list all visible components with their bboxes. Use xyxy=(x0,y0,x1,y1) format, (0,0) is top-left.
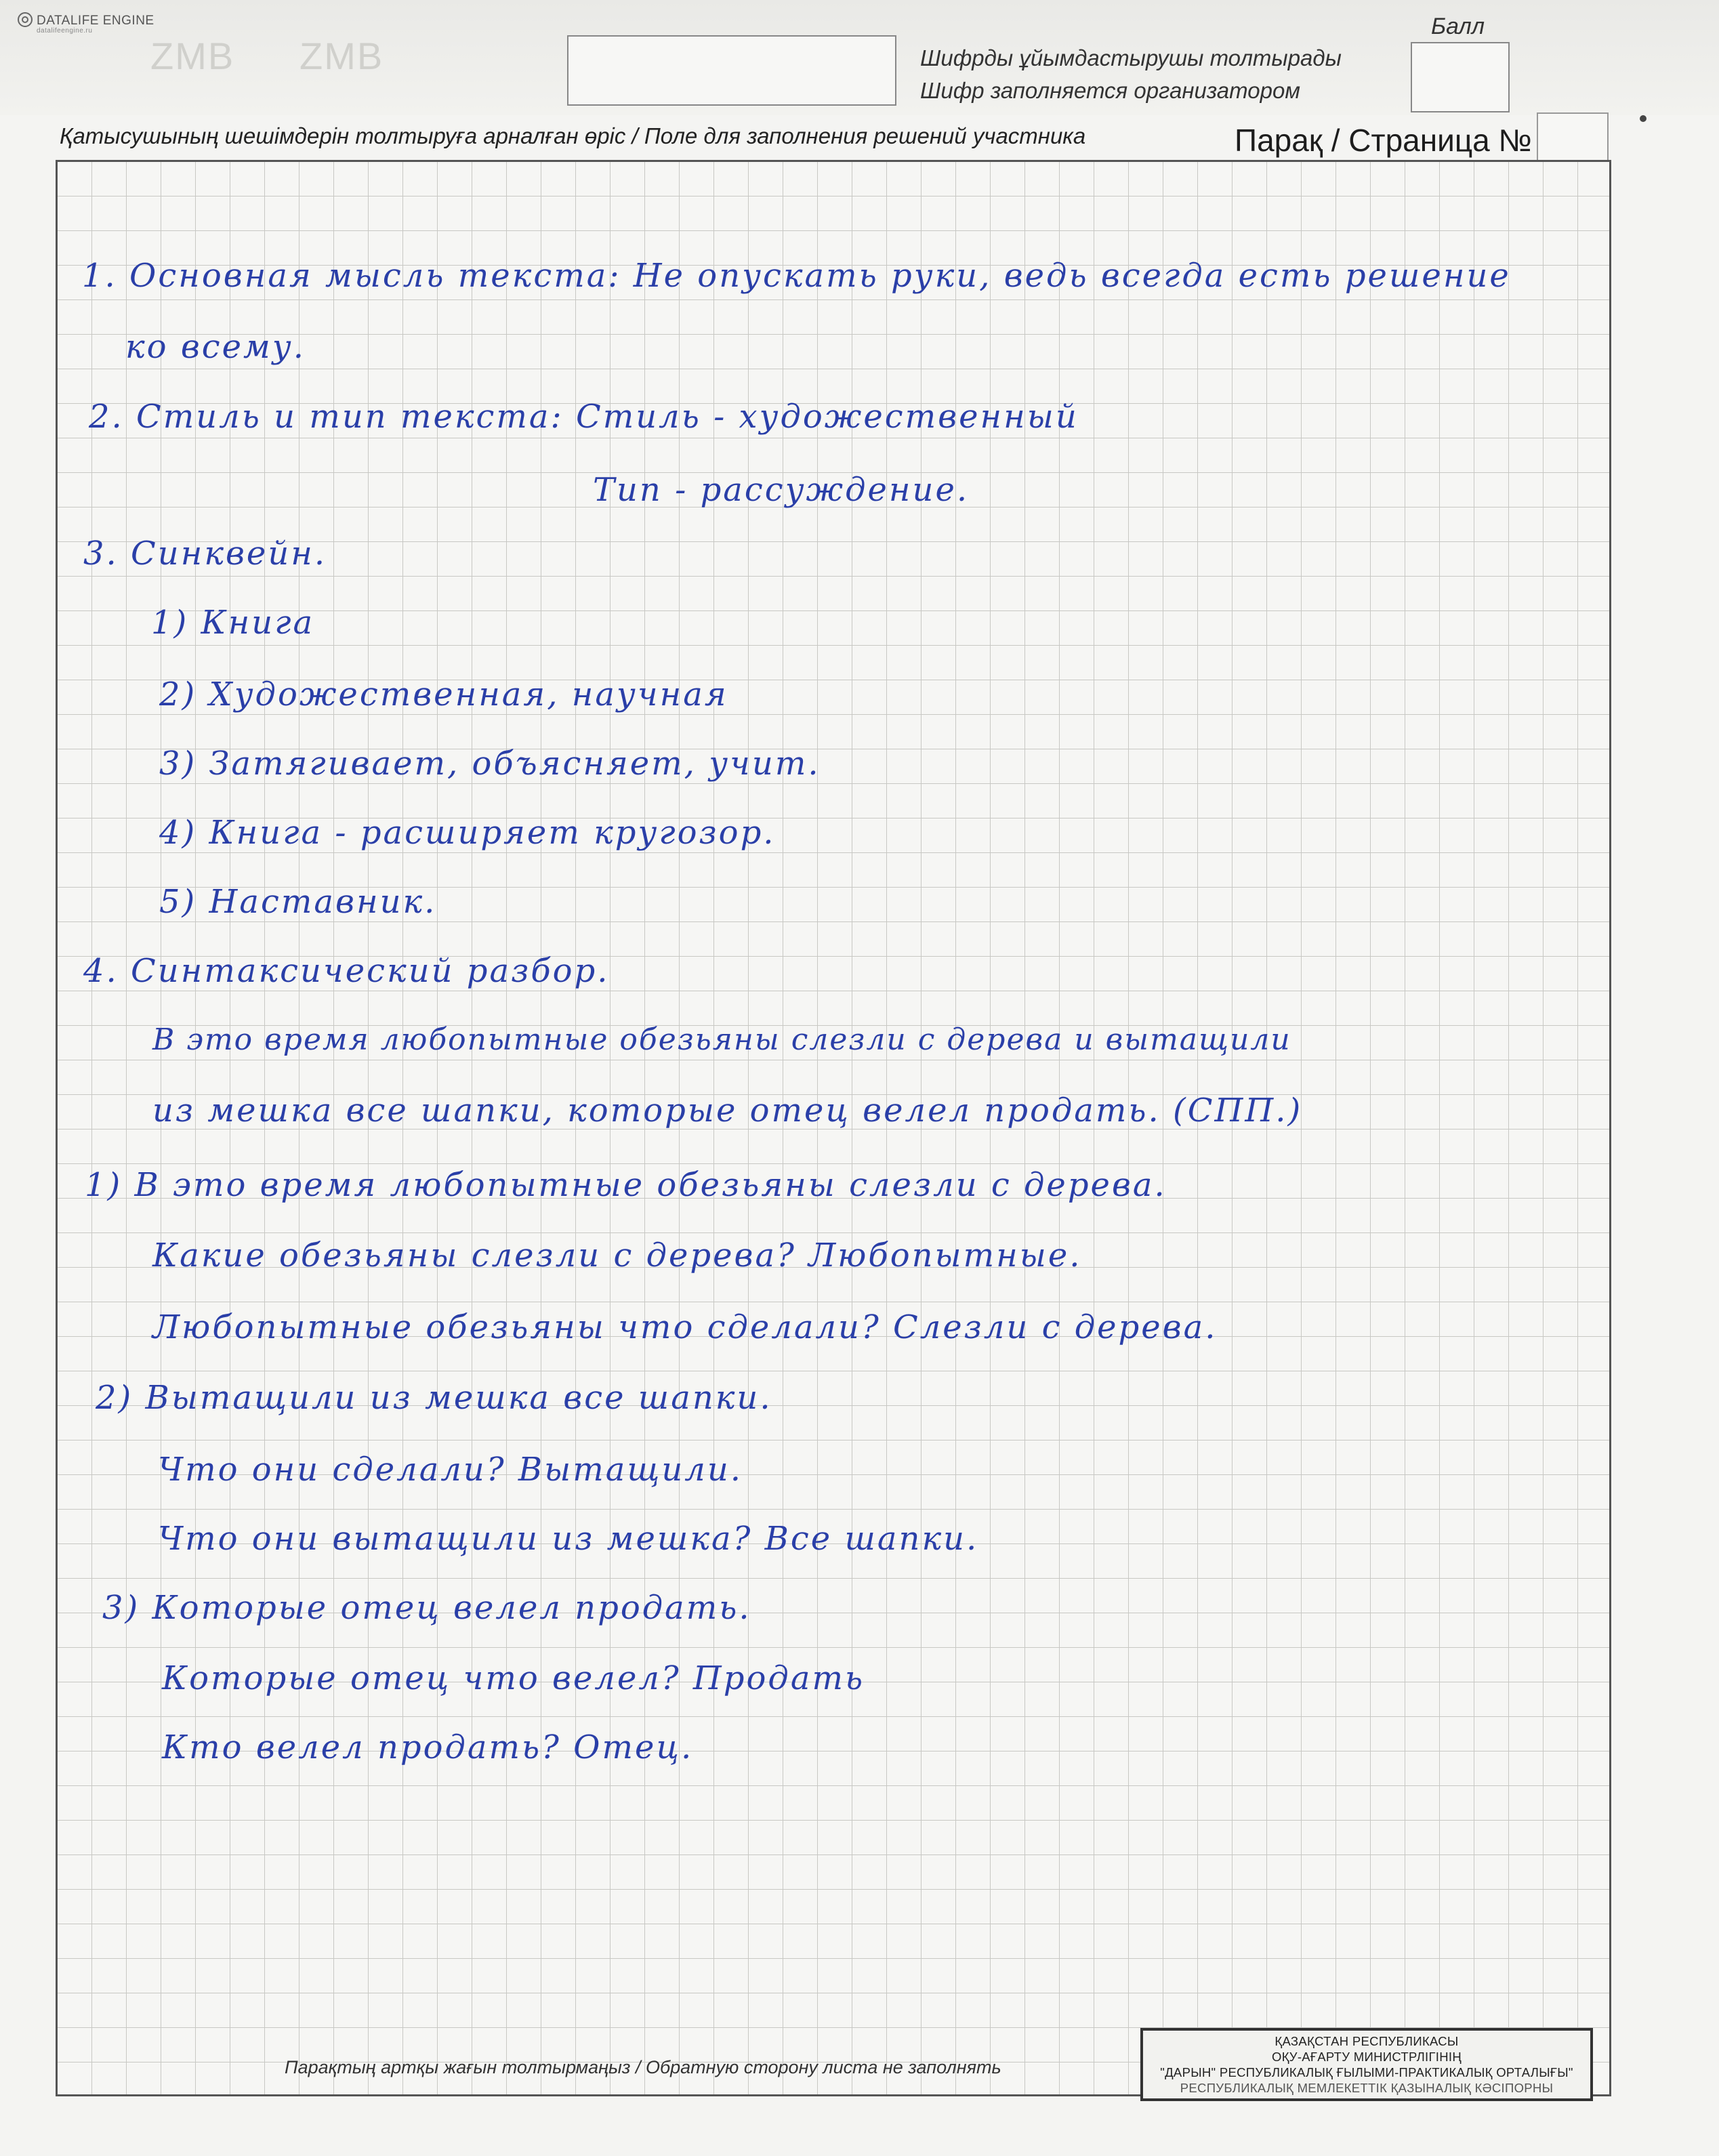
answer-line: Какие обезьяны слезли с дерева? Любопытные. xyxy=(152,1237,1082,1274)
answer-line: Любопытные обезьяны что сделали? Слезли с дерева. xyxy=(152,1308,1218,1346)
answer-line: 3. Синквейн. xyxy=(83,535,327,573)
watermark-sub: datalifeengine.ru xyxy=(37,27,93,35)
page-number-label: Парақ / Страница № xyxy=(1235,123,1532,158)
answer-grid[interactable] xyxy=(56,160,1611,2096)
answer-line: 1) В это время любопытные обезьяны слезли с дерева. xyxy=(85,1166,1167,1204)
scan-dot xyxy=(1640,115,1646,122)
answer-line: 4) Книга - расширяет кругозор. xyxy=(159,814,776,852)
answer-line: Тип - рассуждение. xyxy=(593,471,970,509)
page-number-field[interactable] xyxy=(1537,112,1609,164)
answer-line: 3) Которые отец велел продать. xyxy=(102,1589,751,1627)
stamp-line: ОҚУ-АҒАРТУ МИНИСТРЛІГІНІҢ xyxy=(1272,2050,1462,2064)
answer-line: 5) Наставник. xyxy=(159,883,437,921)
stamp-line: РЕСПУБЛИКАЛЫҚ МЕМЛЕКЕТТІК ҚАЗЫНАЛЫҚ КӘСІПОРНЫ xyxy=(1180,2081,1554,2095)
cipher-note-ru: Шифр заполняется организатором xyxy=(920,78,1300,103)
score-field[interactable] xyxy=(1411,42,1510,112)
answer-line: 1. Основная мысль текста: Не опускать руки, ведь всегда есть решение xyxy=(82,257,1511,295)
field-title: Қатысушының шешімдерін толтыруға арналған өріс / Поле для заполнения решений участника xyxy=(60,123,1086,148)
answer-line: ко всему. xyxy=(125,328,306,366)
zmb-mark-right: ZMB xyxy=(299,35,384,77)
answer-line: Что они сделали? Вытащили. xyxy=(158,1451,743,1489)
score-label: Балл xyxy=(1431,14,1485,39)
institution-stamp xyxy=(1140,2028,1593,2101)
answer-line: 2. Стиль и тип текста: Стиль - художественный xyxy=(89,398,1079,436)
cipher-note-kk: Шифрды ұйымдастырушы толтырады xyxy=(920,45,1342,70)
zmb-mark-left: ZMB xyxy=(150,35,235,77)
answer-line: Что они вытащили из мешка? Все шапки. xyxy=(158,1520,979,1558)
answer-line: 2) Вытащили из мешка все шапки. xyxy=(96,1379,772,1417)
answer-line: 1) Книга xyxy=(151,604,315,642)
cipher-note xyxy=(920,42,1342,107)
stamp-line: "ДАРЫН" РЕСПУБЛИКАЛЫҚ ҒЫЛЫМИ-ПРАКТИКАЛЫҚ ОРТАЛЫҒЫ" xyxy=(1160,2065,1573,2079)
datalife-logo-icon xyxy=(18,12,33,27)
answer-line: Кто велел продать? Отец. xyxy=(162,1728,694,1766)
watermark xyxy=(18,12,154,35)
cipher-field[interactable] xyxy=(567,35,896,106)
answer-line: 4. Синтаксический разбор. xyxy=(83,952,610,990)
answer-line: 3) Затягивает, объясняет, учит. xyxy=(159,745,821,783)
stamp-line: ҚАЗАҚСТАН РЕСПУБЛИКАСЫ xyxy=(1275,2034,1459,2048)
answer-line: В это время любопытные обезьяны слезли с дерева и вытащили xyxy=(152,1022,1291,1057)
footer-note: Парақтың артқы жағын толтырмаңыз / Обратную сторону листа не заполнять xyxy=(285,2057,1001,2077)
answer-line: Которые отец что велел? Продать xyxy=(162,1659,865,1697)
watermark-name: DATALIFE ENGINE xyxy=(37,14,154,28)
answer-line: 2) Художественная, научная xyxy=(159,676,728,713)
answer-line: из мешка все шапки, которые отец велел продать. (СПП.) xyxy=(152,1092,1303,1129)
